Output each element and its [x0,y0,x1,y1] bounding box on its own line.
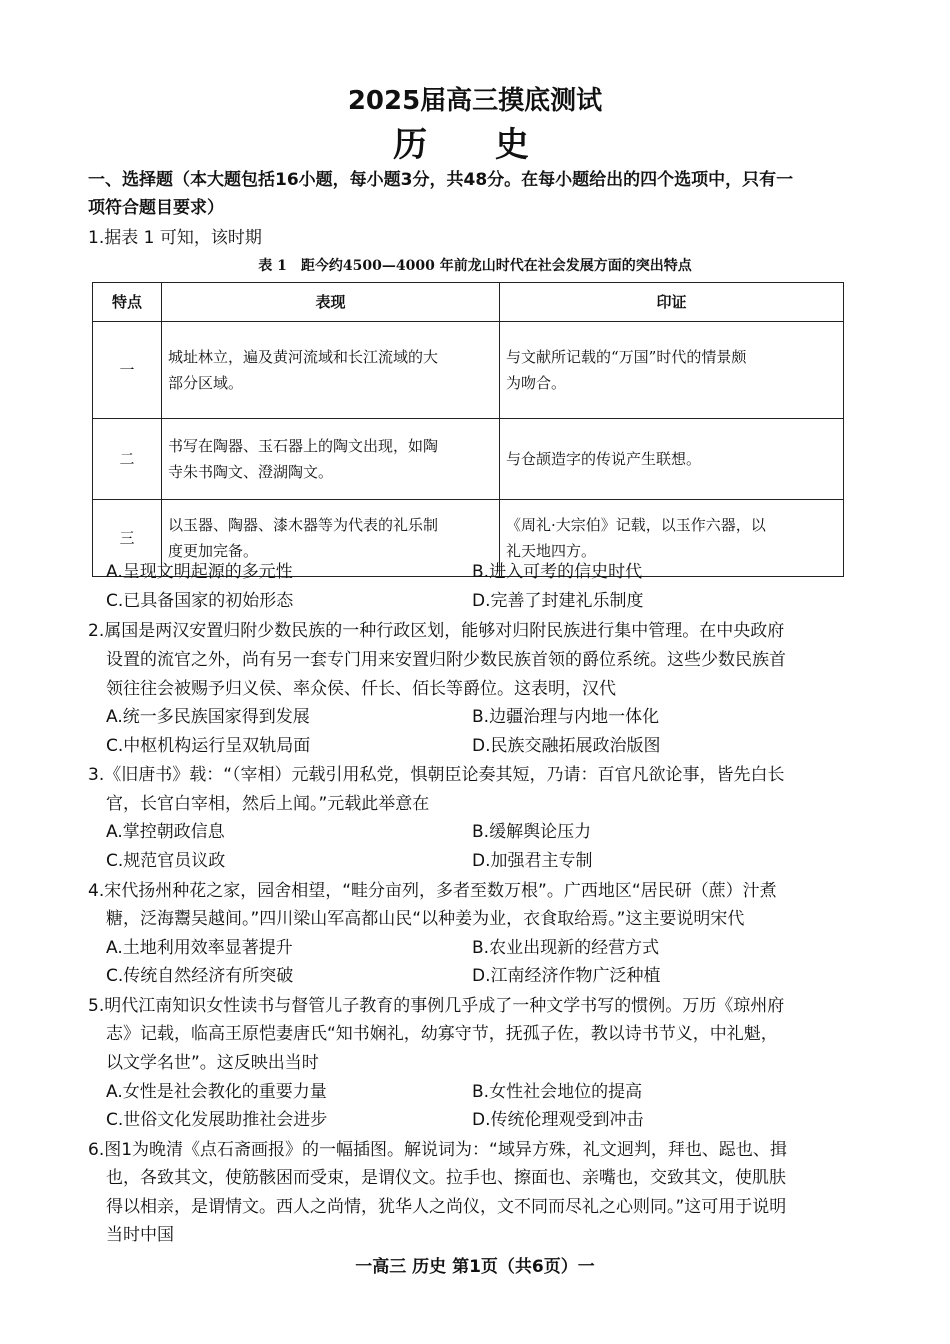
table-cell [162,322,500,419]
q3-option-c[interactable]: C.规范官员议政 [106,851,226,871]
q2-option-a[interactable]: A.统一多民族国家得到发展 [106,707,310,727]
q1-option-d[interactable]: D.完善了封建礼乐制度 [472,591,644,611]
q2-stem-line: 领往往会被赐予归义侯、率众侯、仟长、佰长等爵位。这表明，汉代 [106,679,616,699]
q6-stem-line: 也，各致其文，使筋骸困而受束，是谓仪文。拉手也、擦面也、亲嘴也，交致其文，使肌肤 [106,1168,786,1188]
cell-line: 寺朱书陶文、澄湖陶文。 [168,463,334,481]
q5-stem-line: 以文学名世”。这反映出当时 [106,1053,319,1073]
q2-stem-line: 设置的流官之外，尚有另一套专门用来安置归附少数民族首领的爵位系统。这些少数民族首 [106,650,786,670]
q1-stem: 1.据表 1 可知，该时期 [88,228,262,248]
q2-option-b[interactable]: B.边疆治理与内地一体化 [472,707,660,727]
q6-stem-line: 当时中国 [106,1225,174,1245]
cell-line: 部分区域。 [168,374,244,392]
cell-line: 《周礼·大宗伯》记载，以玉作六器，以 [506,516,766,534]
q5-stem-line: 志》记载，临高王原恺妻唐氏“知书娴礼，幼寡守节，抚孤子佐，教以诗书节义，中礼魁， [106,1024,778,1044]
table-header-cell: 印证 [500,283,844,322]
table-cell [162,419,500,500]
table-row [93,419,844,500]
q2-option-d[interactable]: D.民族交融拓展政治版图 [472,736,661,756]
q2-option-c[interactable]: C.中枢机构运行呈双轨局面 [106,736,311,756]
cell-line: 书写在陶器、玉石器上的陶文出现，如陶 [168,437,439,455]
q5-option-a[interactable]: A.女性是社会教化的重要力量 [106,1082,327,1102]
q3-option-a[interactable]: A.掌控朝政信息 [106,822,225,842]
q4-option-d[interactable]: D.江南经济作物广泛种植 [472,966,661,986]
q3-stem-line: 官，长官白宰相，然后上闻。”元载此举意在 [106,794,430,814]
table-row [93,322,844,419]
q5-option-b[interactable]: B.女性社会地位的提高 [472,1082,643,1102]
q1-option-c[interactable]: C.已具备国家的初始形态 [106,591,294,611]
table-cell: 二 [93,419,162,500]
q5-stem-line: 5.明代江南知识女性读书与督管儿子教育的事例几乎成了一种文学书写的惯例。万历《琼州府 [88,996,785,1016]
cell-line: 度更加完备。 [168,542,259,560]
table-cell [500,322,844,419]
q6-stem-line: 得以相亲，是谓情文。西人之尚情，犹华人之尚仪，文不同而尽礼之心则同。”这可用于说明 [106,1197,787,1217]
cell-line: 与仓颉造字的传说产生联想。 [506,450,702,468]
exam-title: 2025届高三摸底测试 [347,86,603,116]
q2-stem-line: 2.属国是两汉安置归附少数民族的一种行政区划，能够对归附民族进行集中管理。在中央政府 [88,621,785,641]
q3-option-d[interactable]: D.加强君主专制 [472,851,593,871]
table-cell: 一 [93,322,162,419]
table-header-row [93,283,844,322]
section-heading-line-1: 一、选择题（本大题包括16小题，每小题3分，共48分。在每小题给出的四个选项中，只有一 [88,170,794,190]
page-footer: 一高三 历史 第1页（共6页）一 [355,1257,595,1277]
q3-stem-line: 3.《旧唐书》载：“（宰相）元载引用私党，惧朝臣论奏其短，乃请：百官凡欲论事，皆先白长 [88,765,785,785]
table-cell [500,419,844,500]
cell-line: 以玉器、陶器、漆木器等为代表的礼乐制 [168,516,439,534]
table-header-cell: 表现 [162,283,500,322]
q1-table [92,282,844,577]
table-cell: 三 [93,500,162,577]
q4-option-b[interactable]: B.农业出现新的经营方式 [472,938,660,958]
q1-option-a[interactable]: A.呈现文明起源的多元性 [106,562,293,582]
q4-option-c[interactable]: C.传统自然经济有所突破 [106,966,294,986]
q3-option-b[interactable]: B.缓解舆论压力 [472,822,592,842]
q4-option-a[interactable]: A.土地利用效率显著提升 [106,938,293,958]
cell-line: 与文献所记载的“万国”时代的情景颇 [506,348,747,366]
table-header-cell: 特点 [93,283,162,322]
q5-option-d[interactable]: D.传统伦理观受到冲击 [472,1110,644,1130]
q1-option-b[interactable]: B.进入可考的信史时代 [472,562,643,582]
section-heading-line-2: 项符合题目要求） [88,198,224,218]
table-caption: 表 1 距今约4500—4000 年前龙山时代在社会发展方面的突出特点 [258,258,692,274]
q4-stem-line: 4.宋代扬州种花之家，园舍相望，“畦分亩列，多者至数万根”。广西地区“居民研（蔗）汁煮 [88,881,777,901]
q5-option-c[interactable]: C.世俗文化发展助推社会进步 [106,1110,328,1130]
subject-title: 历 史 [393,125,557,165]
q4-stem-line: 糖，泛海鬻吴越间。”四川梁山军高都山民“以种姜为业，衣食取给焉。”这主要说明宋代 [106,909,745,929]
cell-line: 礼天地四方。 [506,542,597,560]
q6-stem-line: 6.图1为晚清《点石斋画报》的一幅插图。解说词为：“域异方殊，礼文迥判，拜也、跽也、揖 [88,1140,787,1160]
cell-line: 为吻合。 [506,374,567,392]
cell-line: 城址林立，遍及黄河流域和长江流域的大 [168,348,439,366]
